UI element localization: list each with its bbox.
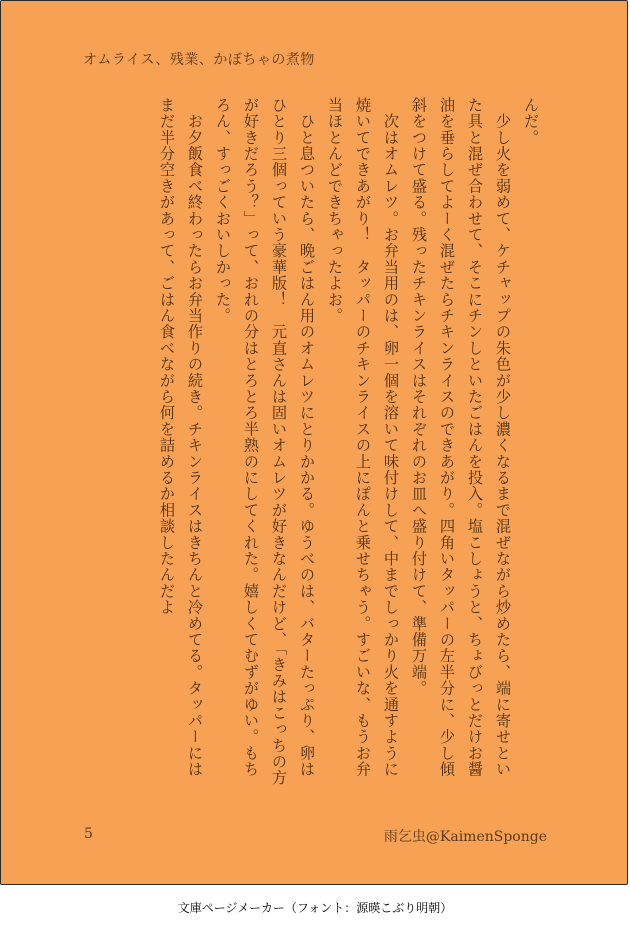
paragraph: 次はオムレツ。お弁当用のは、卵一個を溶いて味付けして、中までしっかり火を通すように焼いてできあがり！ タッパーのチキンライスの上にぽんと乗せちゃう。すごいな、もうお弁当ほとんどできちゃったよお。 bbox=[326, 97, 400, 778]
generator-credit: 文庫ページメーカー（フォント：源暎こぶり明朝） bbox=[177, 901, 453, 915]
paragraph: お夕飯食べ終わったらお弁当作りの続き。チキンライスはきちんと冷めてる。タッパーにはまだ半分空きがあって、ごはん食べながら何を詰めるか相談したんだよ bbox=[158, 97, 204, 778]
paragraph: ひと息ついたら、晩ごはん用のオムレツにとりかかる。ゆうべのは、バターたっぷり、卵はひとり三個っていう豪華版！ 元直さんは固いオムレツが好きなんだけど、「きみはこっちの方が好きだろう？」って、おれの分はとろとろ半熟のにしてくれた。嬉しくてむずがゆい。もちろん、すっごくおいしかった。 bbox=[214, 97, 316, 786]
author-handle: 雨乞虫@KaimenSponge bbox=[383, 829, 547, 845]
page-number: 5 bbox=[84, 826, 93, 842]
vertical-body-text bbox=[75, 97, 545, 792]
paragraph: 少し火を弱めて、ケチャップの朱色が少し濃くなるまで混ぜながら炒めたら、端に寄せといた具と混ぜ合わせて、そこにチンしといたごはんを投入。塩こしょうと、ちょびっとだけお醤油を垂らしてよーく混ぜたらチキンライスのできあがり。四角いタッパーの左半分に、少し傾斜をつけて盛る。残ったチキンライスはそれぞれのお皿へ盛り付けて、準備万端。 bbox=[410, 97, 512, 778]
paragraph: んだ。 bbox=[522, 97, 540, 146]
running-header: オムライス、残業、かぼちゃの煮物 bbox=[83, 52, 315, 68]
